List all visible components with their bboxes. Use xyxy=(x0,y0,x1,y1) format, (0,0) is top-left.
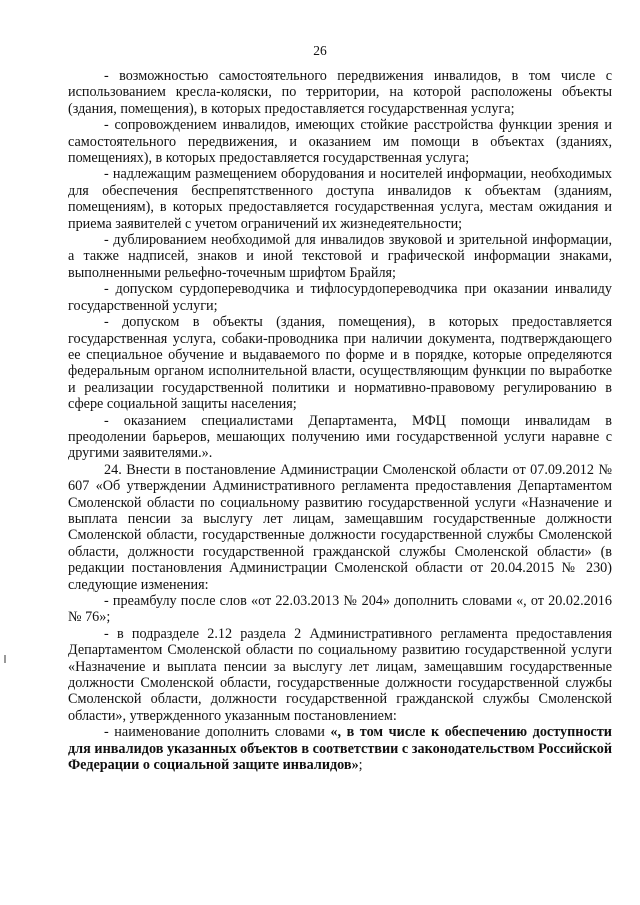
scan-margin-mark xyxy=(4,655,6,663)
paragraph-assistance: - оказанием специалистами Департамента, МФЦ помощи инвалидам в преодолении барьеров, мешающих получению ими государственной услуги наравне с другими заявителями.». xyxy=(68,412,612,462)
page-number: 26 xyxy=(313,43,327,58)
paragraph-guide-dog: - допуском в объекты (здания, помещения), в которых предоставляется государственная услуга, собаки-проводника при наличии документа, подтверждающего ее специальное обучение и выдаваемого по форме и в порядке, которые определяются федеральным органом исполнительной власти, осуществляющим функции по выработке и реализации государственной политики и нормативно-правовому регулированию в сфере социальной защиты населения; xyxy=(68,314,612,413)
paragraph-escort: - сопровождением инвалидов, имеющих стойкие расстройства функции зрения и самостоятельного передвижения, и оказанием им помощи в объектах (зданиях, помещениях), в которых предоставляется государственная услуга; xyxy=(68,117,612,167)
paragraph-equipment: - надлежащим размещением оборудования и носителей информации, необходимых для обеспечения беспрепятственного доступа инвалидов к объектам (зданиям, помещениям), в которых предоставляется государственная услуга, местам ожидания и приема заявителей с учетом ограничений их жизнедеятельности; xyxy=(68,166,612,232)
document-body xyxy=(68,68,612,773)
paragraph-title-amendment xyxy=(68,724,612,773)
paragraph-sign-interpreter: - допуском сурдопереводчика и тифлосурдопереводчика при оказании инвалиду государственной услуги; xyxy=(68,281,612,314)
amendment-prefix: - наименование дополнить словами xyxy=(104,724,331,741)
amendment-bold-text: «, в том числе к обеспечению доступности для инвалидов указанных объектов в соответствии с законодательством Российской Федерации о социальной защите инвалидов» xyxy=(68,724,612,774)
paragraph-braille: - дублированием необходимой для инвалидов звуковой и зрительной информации, а также надписей, знаков и иной текстовой и графической информации знаками, выполненными рельефно-точечным шрифтом Брайля; xyxy=(68,232,612,281)
paragraph-item-24: 24. Внести в постановление Администрации Смоленской области от 07.09.2012 № 607 «Об утверждении Административного регламента предоставления Департаментом Смоленской области по социальному развитию государственной услуги «Назначение и выплата пенсии за выслугу лет лицам, замещавшим государственные должности Смоленской области, государственные должности государственной службы Смоленской области, должности государственной гражданской службы Смоленской области» (в редакции постановления Администрации Смоленской области от 20.04.2015 № 230) следующие изменения: xyxy=(68,461,612,593)
paragraph-preamble: - преамбулу после слов «от 22.03.2013 № 204» дополнить словами «, от 20.02.2016 № 76»; xyxy=(68,593,612,626)
paragraph-movement: - возможностью самостоятельного передвижения инвалидов, в том числе с использованием кресла-коляски, по территории, на которой расположены объекты (здания, помещения), в которых предоставляется государственная услуга; xyxy=(68,68,612,117)
paragraph-subsection-2-12: - в подразделе 2.12 раздела 2 Административного регламента предоставления Департаментом Смоленской области по социальному развитию государственной услуги «Назначение и выплата пенсии за выслугу лет лицам, замещавшим государственные должности Смоленской области, государственные должности государственной службы Смоленской области, должности государственной гражданской службы Смоленской области», утвержденного указанным постановлением: xyxy=(68,625,612,724)
amendment-suffix: ; xyxy=(358,757,363,774)
